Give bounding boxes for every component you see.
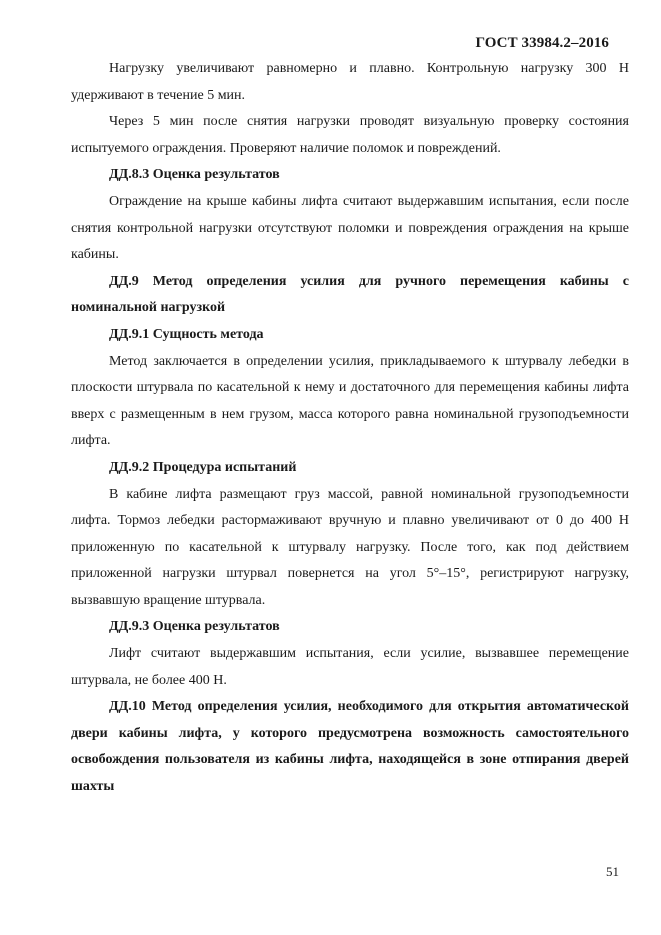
heading-dd-10: ДД.10 Метод определения усилия, необходимого для открытия автоматической двери кабины лифта, у которого предусмотрена возможность самостоятельного освобождения пользователя из кабины лифта, находящейся в зоне отпирания дверей шахты: [71, 699, 629, 795]
paragraph-fence-evaluation: Ограждение на крыше кабины лифта считают выдержавшим испытания, если после снятия контрольной нагрузки отсутствуют поломки и повреждения ограждения на крыше кабины.: [71, 193, 629, 263]
heading-dd-9-3: ДД.9.3 Оценка результатов: [109, 619, 280, 635]
heading-dd-9-1: ДД.9.1 Сущность метода: [109, 326, 264, 342]
paragraph-test-procedure: В кабине лифта размещают груз массой, равной номинальной грузоподъемности лифта. Тормоз лебедки растормаживают вручную и плавно увеличивают от 0 до 400 Н приложенную по касательной к штурвалу нагрузку. После того, как под действием приложенной нагрузки штурвал повернется на угол 5°–15°, регистрируют нагрузку, вызвавшую вращение штурвала.: [71, 486, 629, 608]
paragraph-result-evaluation: Лифт считают выдержавшим испытания, если усилие, вызвавшее перемещение штурвала, не более 400 Н.: [71, 646, 629, 688]
document-body: [71, 56, 629, 801]
page-number: 51: [606, 864, 619, 879]
heading-dd-9-2: ДД.9.2 Процедура испытаний: [109, 459, 297, 475]
paragraph-load-increase: Нагрузку увеличивают равномерно и плавно. Контрольную нагрузку 300 Н удерживают в течение 5 мин.: [71, 61, 629, 103]
paragraph-visual-inspection: Через 5 мин после снятия нагрузки проводят визуальную проверку состояния испытуемого ограждения. Проверяют наличие поломок и повреждений.: [71, 114, 629, 156]
heading-dd-9: ДД.9 Метод определения усилия для ручного перемещения кабины с номинальной нагрузкой: [71, 273, 629, 316]
document-standard-number: ГОСТ 33984.2–2016: [475, 35, 609, 51]
heading-dd-8-3: ДД.8.3 Оценка результатов: [109, 167, 280, 183]
paragraph-method-essence: Метод заключается в определении усилия, прикладываемого к штурвалу лебедки в плоскости штурвала по касательной к нему и достаточного для перемещения кабины лифта вверх с размещенным в нем грузом, масса которого равна номинальной грузоподъемности лифта.: [71, 353, 629, 449]
